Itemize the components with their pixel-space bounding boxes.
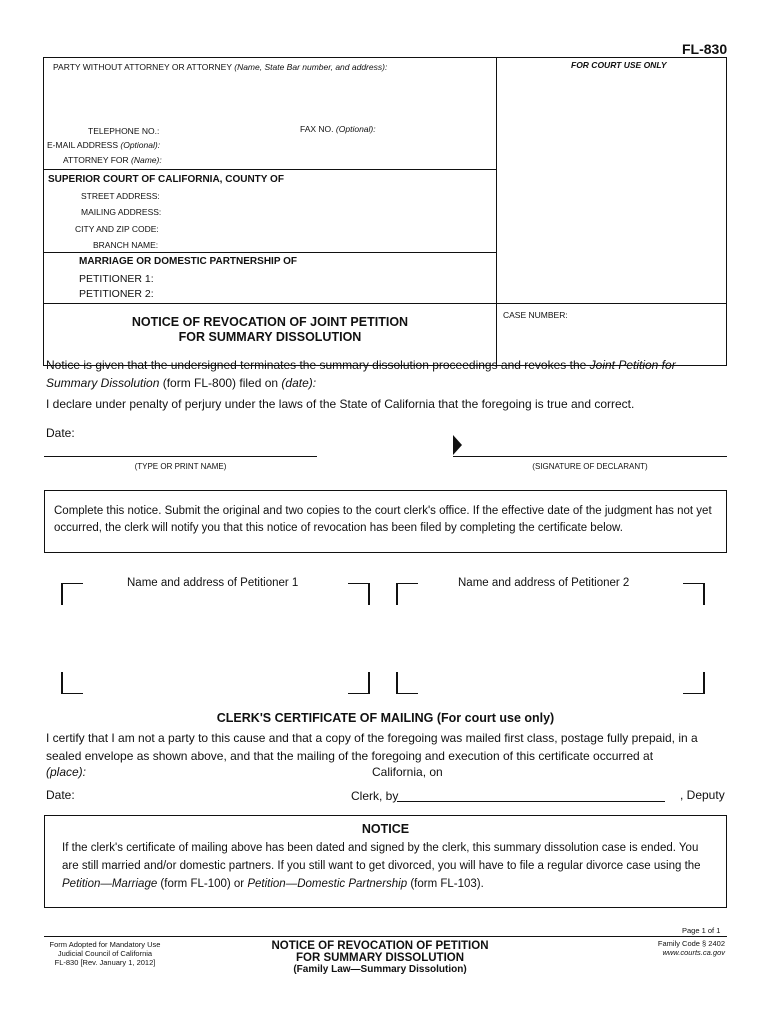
place-input[interactable] xyxy=(95,764,335,779)
clerk-by-label: Clerk, by xyxy=(351,789,399,803)
corner-mark xyxy=(61,672,83,694)
notice-text: If the clerk's certificate of mailing above has been dated and signed by the clerk, this summary dissolution case is ended. You are still married and/or domestic partners. If you still want to get divorced, you will have to file a regular divorce case using the Petition—Marriage (form FL-100) or Petition—Domestic Partnership (form FL-103). xyxy=(62,842,701,890)
petitioner2-address-label: Name and address of Petitioner 2 xyxy=(458,577,630,589)
petitioner1-address-input[interactable] xyxy=(72,596,342,670)
clerk-certificate-text: I certify that I am not a party to this cause and that a copy of the foregoing was mailed first class, postage fully prepaid, in a sealed envelope as shown above, and that the mailing of the foregoing and execution of this certificate occurred at xyxy=(46,731,698,763)
city-zip-input[interactable] xyxy=(160,221,485,235)
street-address-input[interactable] xyxy=(160,188,485,202)
declaration-text: I declare under penalty of perjury under the laws of the State of California that the foregoing is true and correct. xyxy=(46,397,635,411)
street-address-label: STREET ADDRESS: xyxy=(81,191,160,201)
email-label: E-MAIL ADDRESS (Optional): xyxy=(47,140,161,150)
corner-mark xyxy=(396,672,418,694)
form-number: FL-830 xyxy=(682,41,728,57)
case-number-label: CASE NUMBER: xyxy=(503,310,568,320)
instructions-text: Complete this notice. Submit the original and two copies to the court clerk's office. If the effective date of the judgment has not yet occurred, the clerk will notify you that this notice of revocation has been filed by completing the certificate below. xyxy=(54,505,712,534)
fax-label: FAX NO. (Optional): xyxy=(300,124,376,134)
mailing-address-input[interactable] xyxy=(160,204,485,218)
mailing-address-label: MAILING ADDRESS: xyxy=(81,207,162,217)
case-number-input[interactable] xyxy=(503,326,721,360)
clerk-date-input[interactable] xyxy=(82,787,262,802)
county-input[interactable] xyxy=(290,172,485,186)
divider xyxy=(43,169,497,170)
parties-title: MARRIAGE OR DOMESTIC PARTNERSHIP OF xyxy=(79,256,297,267)
city-zip-label: CITY AND ZIP CODE: xyxy=(75,224,159,234)
signature-line xyxy=(453,456,727,457)
type-name-label: (TYPE OR PRINT NAME) xyxy=(134,462,227,471)
footer-title: NOTICE OF REVOCATION OF PETITION FOR SUMMARY DISSOLUTION (Family Law—Summary Dissolution) xyxy=(271,940,489,975)
telephone-label: TELEPHONE NO.: xyxy=(88,126,160,136)
clerk-date-label: Date: xyxy=(46,788,75,802)
email-input[interactable] xyxy=(160,138,485,151)
clerk-signature-line xyxy=(397,801,665,802)
telephone-input[interactable] xyxy=(160,123,290,136)
clerk-certificate-title: CLERK'S CERTIFICATE OF MAILING (For court use only) xyxy=(216,711,555,725)
branch-name-label: BRANCH NAME: xyxy=(93,240,159,250)
signature-label: (SIGNATURE OF DECLARANT) xyxy=(532,462,648,471)
clerk-by-input[interactable] xyxy=(400,786,662,801)
name-line xyxy=(44,456,317,457)
party-label: PARTY WITHOUT ATTORNEY OR ATTORNEY (Name, State Bar number, and address): xyxy=(53,62,388,72)
page-number: Page 1 of 1 xyxy=(682,926,721,935)
attorney-for-input[interactable] xyxy=(160,153,485,166)
footer-right: Family Code § 2402 www.courts.ca.gov xyxy=(657,939,725,957)
print-name-input[interactable] xyxy=(46,440,316,455)
footer-divider xyxy=(44,936,727,937)
petitioner1-input[interactable] xyxy=(160,271,485,285)
signature-field[interactable] xyxy=(466,438,724,455)
divider xyxy=(43,252,497,253)
petitioner1-address-label: Name and address of Petitioner 1 xyxy=(127,577,299,589)
corner-mark xyxy=(348,583,370,605)
branch-name-input[interactable] xyxy=(160,237,485,251)
petitioner2-label: PETITIONER 2: xyxy=(79,288,154,300)
court-title: SUPERIOR COURT OF CALIFORNIA, COUNTY OF xyxy=(48,174,284,185)
court-use-only: FOR COURT USE ONLY xyxy=(571,60,667,70)
mailing-date-input[interactable] xyxy=(446,764,646,779)
footer-left: Form Adopted for Mandatory Use Judicial Council of California FL-830 [Rev. January 1, 2012] xyxy=(49,940,161,967)
filed-date-input[interactable] xyxy=(286,375,486,390)
corner-mark xyxy=(683,672,705,694)
date-label: Date: xyxy=(46,426,75,440)
petitioner2-address-input[interactable] xyxy=(407,596,677,670)
corner-mark xyxy=(683,583,705,605)
petitioner1-label: PETITIONER 1: xyxy=(79,273,154,285)
fax-input[interactable] xyxy=(372,122,487,135)
california-on-label: California, on xyxy=(372,765,443,779)
party-name-input[interactable] xyxy=(53,78,483,118)
declaration-date-input[interactable] xyxy=(82,425,242,440)
form-title: NOTICE OF REVOCATION OF JOINT PETITION FOR SUMMARY DISSOLUTION xyxy=(131,315,409,344)
notice-title: NOTICE xyxy=(361,822,410,836)
petitioner2-input[interactable] xyxy=(160,286,485,300)
signature-arrow-icon xyxy=(453,435,463,455)
attorney-for-label: ATTORNEY FOR (Name): xyxy=(63,155,162,165)
notice-paragraph: Notice is given that the undersigned terminates the summary dissolution proceedings and revokes the Joint Petition for Summary Dissolution (form FL-800) filed on (date): xyxy=(46,358,676,390)
deputy-label: , Deputy xyxy=(680,788,725,802)
divider xyxy=(43,303,727,304)
place-label: (place): xyxy=(46,765,87,779)
corner-mark xyxy=(348,672,370,694)
